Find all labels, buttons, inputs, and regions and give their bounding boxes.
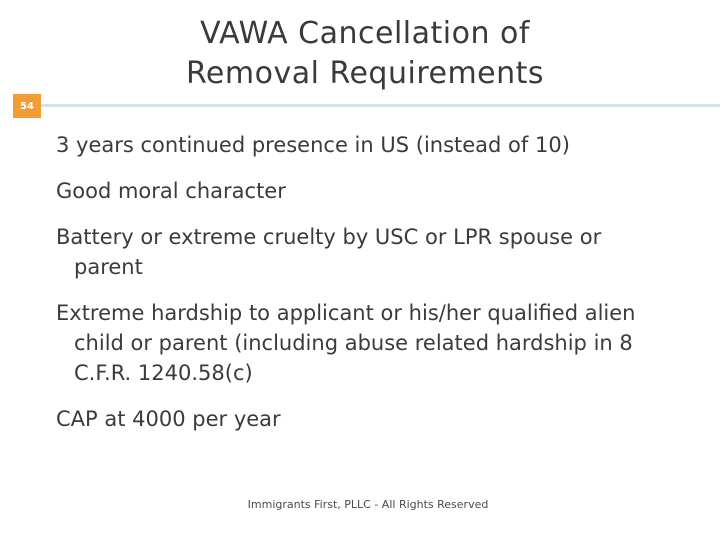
slide-title-line-2: Removal Requirements <box>185 56 545 91</box>
page-number-badge <box>13 94 41 118</box>
slide-title-line-1: VAWA Cancellation of <box>200 16 530 51</box>
footer-copyright: Immigrants First, PLLC - All Rights Reserved <box>247 498 489 511</box>
title-divider <box>40 104 720 107</box>
page-number: 54 <box>20 100 34 112</box>
bullet-item: CAP at 4000 per year <box>56 407 281 431</box>
bullet-list <box>56 130 676 450</box>
bullet-item: Extreme hardship to applicant or his/her qualified alien child or parent (including abuse related hardship in 8 C.F.R. 1240.58(c) <box>56 301 636 385</box>
slide-title <box>150 14 580 94</box>
bullet-item: 3 years continued presence in US (instead of 10) <box>56 133 570 157</box>
bullet-item: Good moral character <box>56 179 286 203</box>
bullet-item: Battery or extreme cruelty by USC or LPR spouse or parent <box>56 225 602 279</box>
